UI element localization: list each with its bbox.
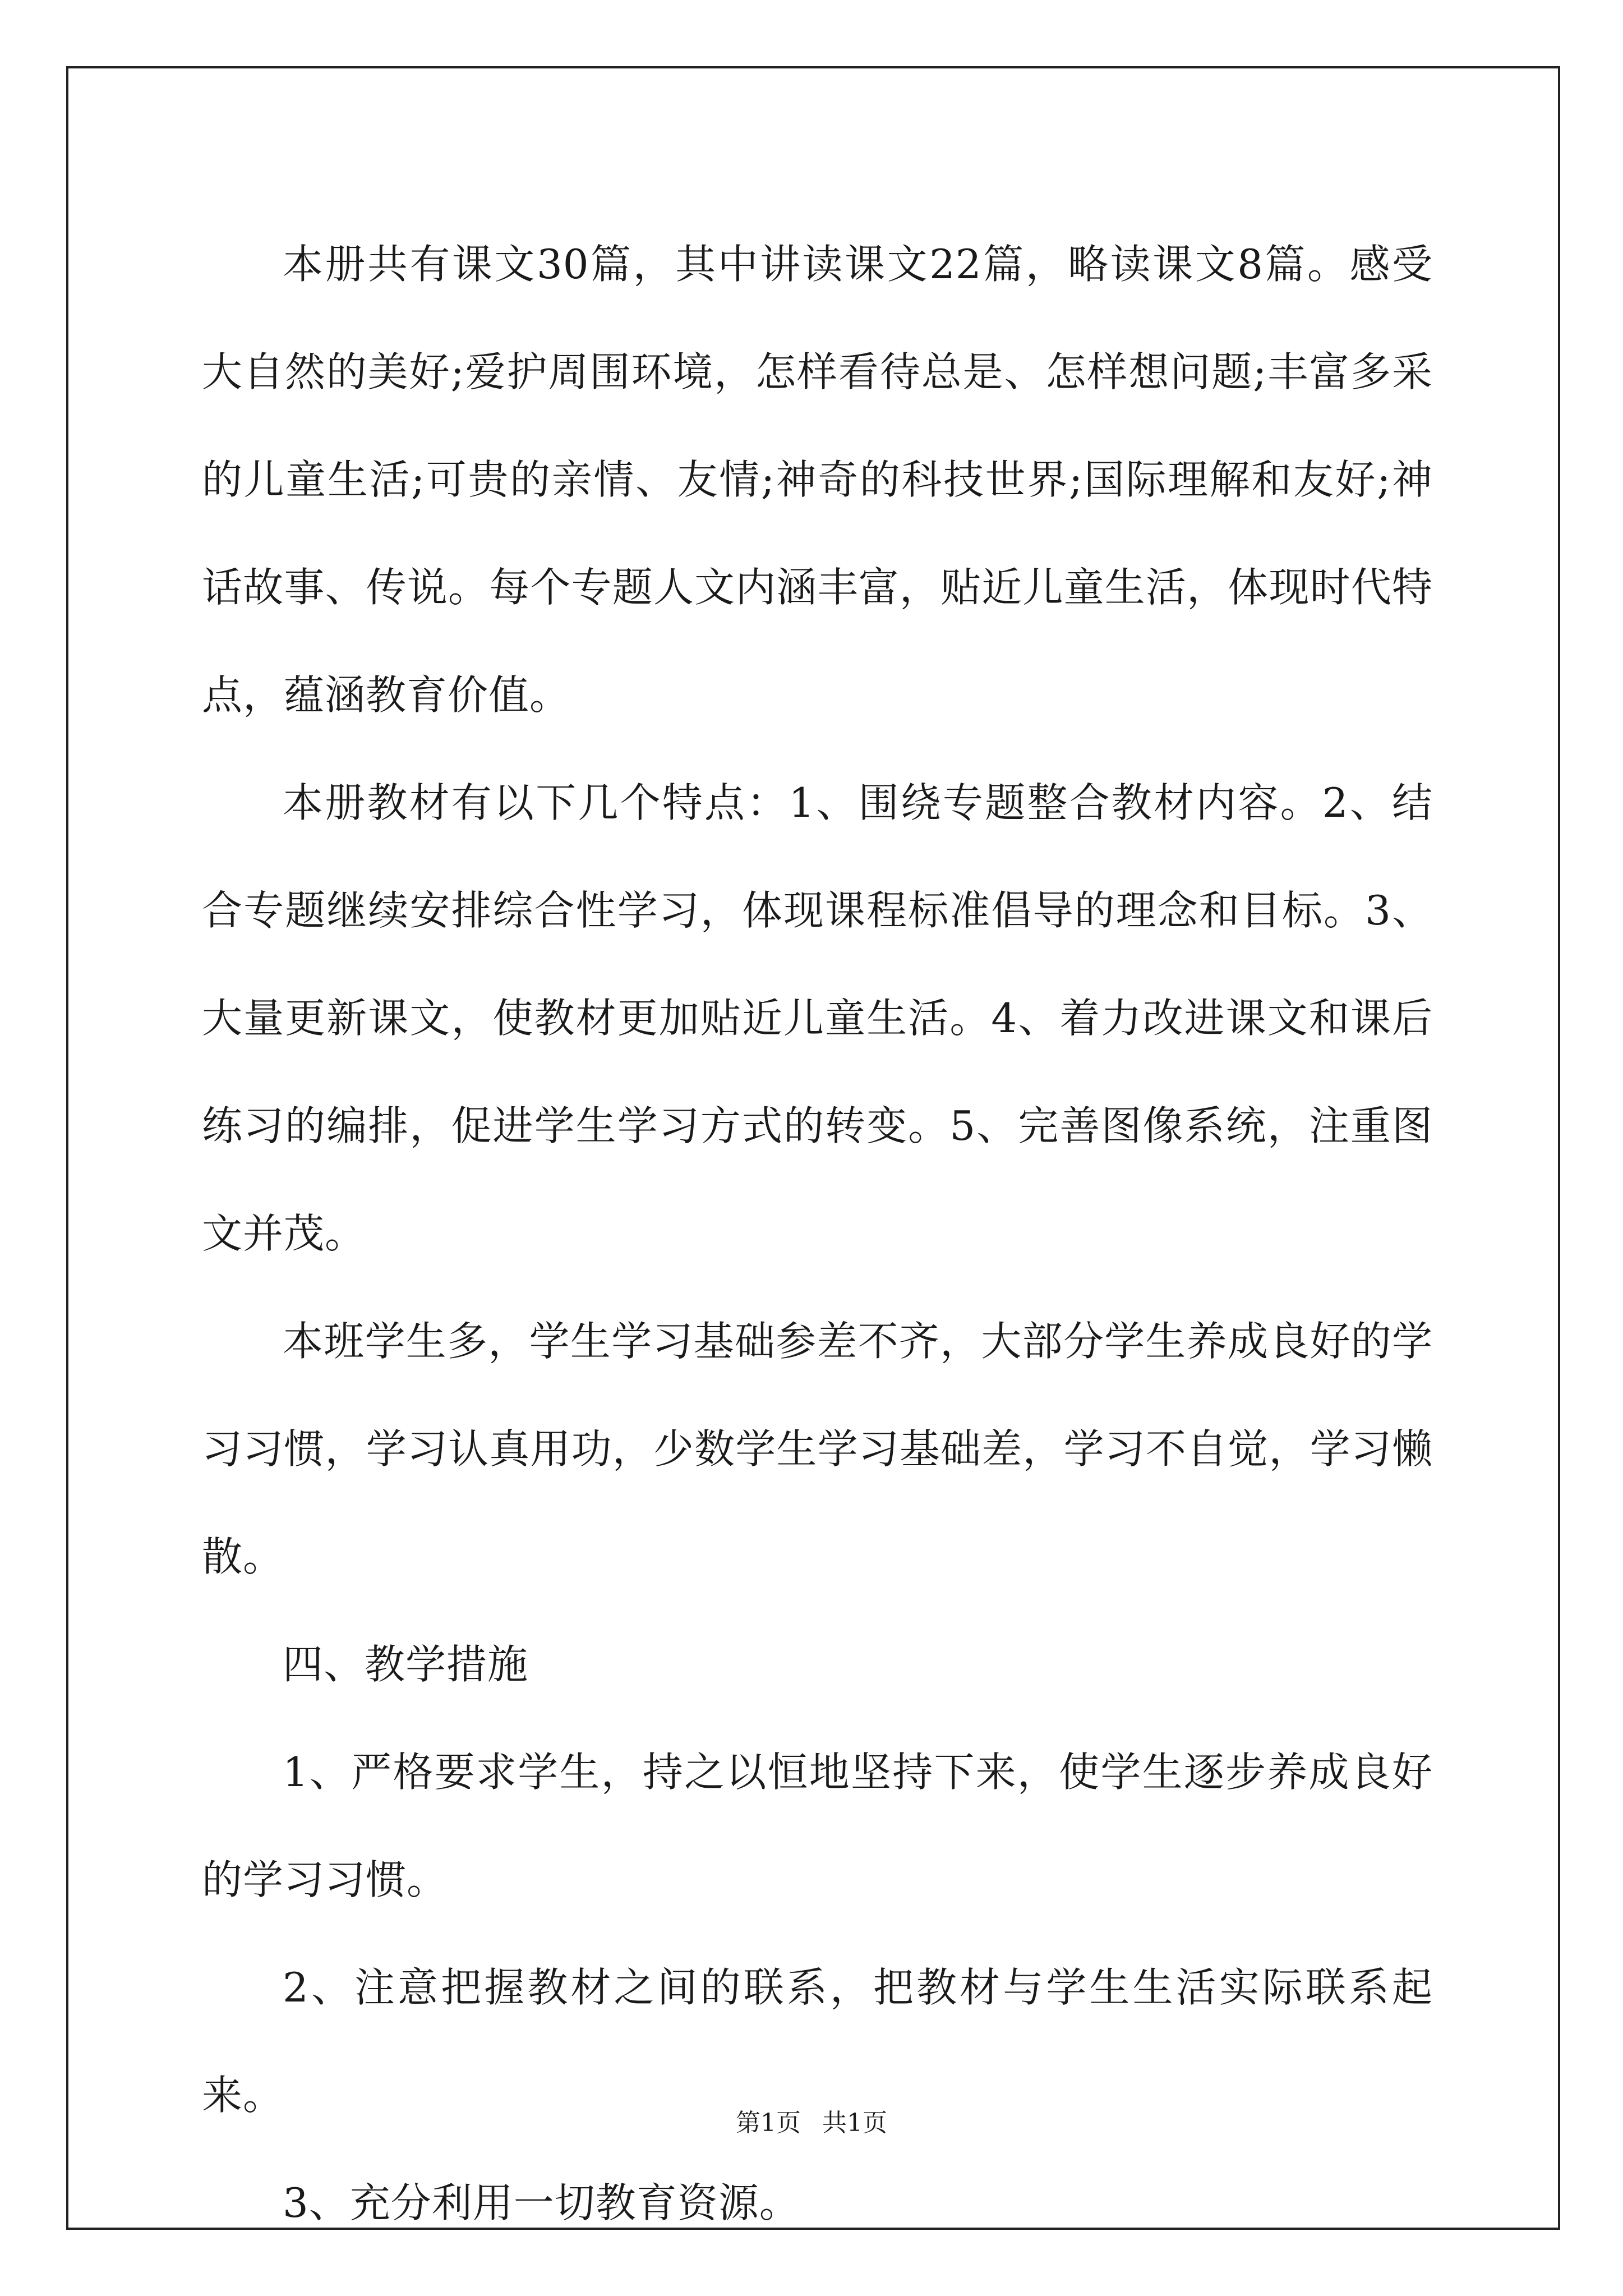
paragraph-lesson-overview: 本册共有课文30篇，其中讲读课文22篇，略读课文8篇。感受大自然的美好;爱护周围环境，怎样看待总是、怎样想问题;丰富多采的儿童生活;可贵的亲情、友情;神奇的科技世界;国际理解和友好;神话故事、传说。每个专题人文内涵丰富，贴近儿童生活，体现时代特点，蕴涵教育价值。 [202,241,1433,719]
measure-item-1: 1、严格要求学生，持之以恒地坚持下来，使学生逐步养成良好的学习习惯。 [202,1749,1433,1903]
page-footer [0,2106,1623,2140]
page-number-current: 第1页 [736,2109,801,2137]
page-number-total: 共1页 [822,2109,887,2137]
measure-item-2: 2、注意把握教材之间的联系，把教材与学生生活实际联系起来。 [202,1964,1433,2119]
section-heading-teaching-measures: 四、教学措施 [283,1641,529,1688]
measure-item-3: 3、充分利用一切教育资源。 [283,2179,800,2226]
paragraph-textbook-features: 本册教材有以下几个特点：1、围绕专题整合教材内容。2、结合专题继续安排综合性学习，体现课程标准倡导的理念和目标。3、大量更新课文，使教材更加贴近儿童生活。4、着力改进课文和课后练习的编排，促进学生学习方式的转变。5、完善图像系统，注重图文并茂。 [202,779,1433,1257]
paragraph-class-situation: 本班学生多，学生学习基础参差不齐，大部分学生养成良好的学习习惯，学习认真用功，少数学生学习基础差，学习不自觉，学习懒散。 [202,1318,1433,1580]
document-body [202,210,1433,2257]
